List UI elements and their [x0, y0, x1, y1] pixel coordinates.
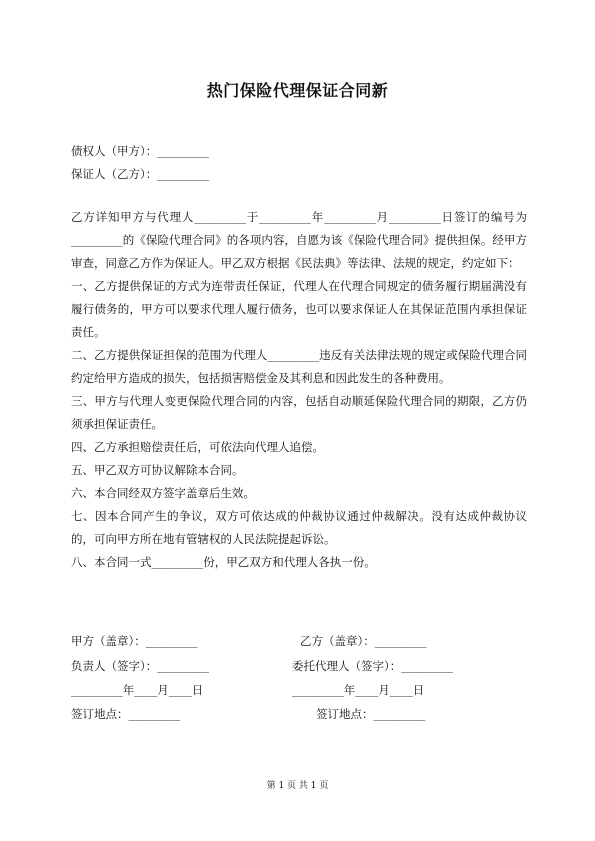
party-a-seal: 甲方（盖章）：_________: [71, 634, 198, 648]
clause-2: 二、乙方提供保证担保的范围为代理人_________违反有关法律法规的规定或保险代理合同约定给甲方造成的损失，包括损害赔偿金及其利息和因此发生的各种费用。: [71, 348, 527, 385]
clause-3: 三、甲方与代理人变更保险代理合同的内容，包括自动顺延保险代理合同的期限，乙方仍须承担保证责任。: [71, 394, 527, 431]
clause-7: 七、因本合同产生的争议，双方可依达成的仲裁协议通过仲裁解决。没有达成仲裁协议的，可向甲方所在地有管辖权的人民法院提起诉讼。: [71, 509, 527, 546]
party-b-seal: 乙方（盖章）：_________: [300, 634, 427, 648]
creditor-line: 债权人（甲方）：_________: [71, 144, 209, 158]
clause-8: 八、本合同一式_________份，甲乙双方和代理人各执一份。: [71, 555, 376, 569]
party-b-date: _________年____月____日: [292, 683, 425, 697]
clause-1: 一、乙方提供保证的方式为连带责任保证，代理人在代理合同规定的债务履行期届满没有履行债务的，甲方可以要求代理人履行债务，也可以要求保证人在其保证范围内承担保证责任。: [71, 279, 527, 339]
document-title: 热门保险代理保证合同新: [206, 81, 389, 100]
clause-5: 五、甲乙双方可协议解除本合同。: [71, 463, 244, 477]
party-b-place: 签订地点：_________: [316, 707, 426, 721]
clause-6: 六、本合同经双方签字盖章后生效。: [71, 486, 255, 500]
party-b-agent: 委托代理人（签字）：_________: [292, 659, 453, 673]
party-a-responsible: 负责人（签字）：_________: [71, 659, 209, 673]
party-a-place: 签订地点：_________: [71, 707, 181, 721]
guarantor-line: 保证人（乙方）：_________: [71, 167, 209, 181]
party-a-date: _________年____月____日: [71, 683, 204, 697]
intro-paragraph: 乙方详知甲方与代理人_________于_________年_________月_________日签订的编号为_________的《保险代理合同》的各项内容，自愿为该《保险代理合同》提供担保。经甲方审查，同意乙方作为保证人。甲乙双方根据《民法典》等法律、法规的规定，约定如下：: [71, 210, 527, 270]
clause-4: 四、乙方承担赔偿责任后，可依法向代理人追偿。: [71, 440, 324, 454]
contract-body: [71, 206, 527, 574]
page-number: 第 1 页 共 1 页: [266, 781, 329, 791]
